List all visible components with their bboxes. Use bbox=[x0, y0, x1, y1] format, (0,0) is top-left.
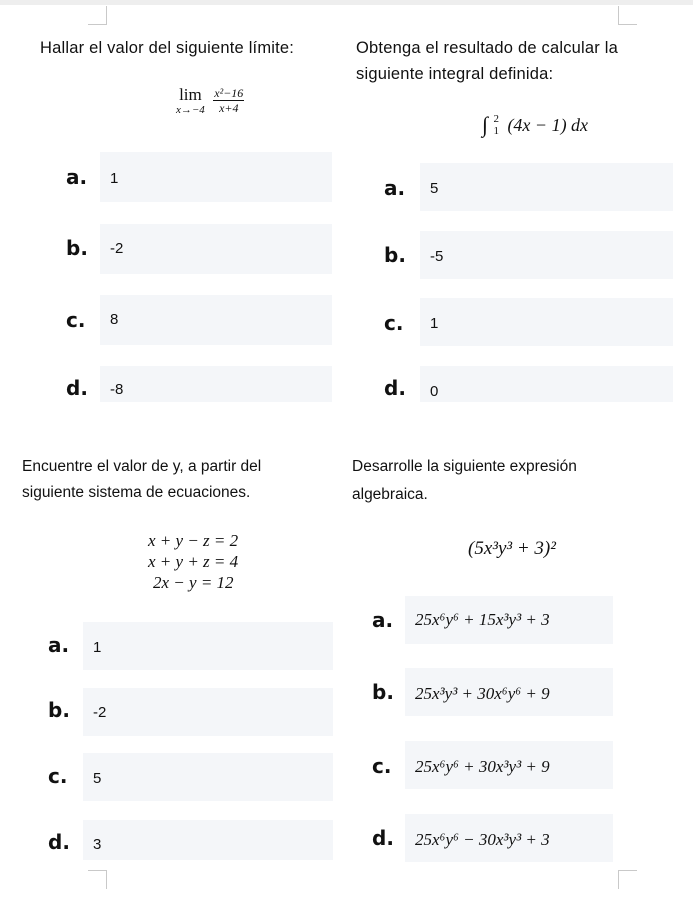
q1-question-text: Hallar el valor del siguiente límite: bbox=[40, 39, 295, 57]
q1-option-b[interactable] bbox=[100, 224, 332, 274]
q1-denominator: x+4 bbox=[219, 101, 239, 115]
q4-question-line1: Desarrolle la siguiente expresión bbox=[352, 458, 577, 475]
q4-option-d-value: 25x⁶y⁶ − 30x³y³ + 3 bbox=[415, 830, 550, 849]
q1-option-a-letter: a. bbox=[66, 165, 88, 189]
q2-option-a-value: 5 bbox=[430, 180, 439, 197]
q4-option-c-value: 25x⁶y⁶ + 30x³y³ + 9 bbox=[415, 757, 550, 776]
q3-question-line2: siguiente sistema de ecuaciones. bbox=[22, 484, 251, 501]
q1-option-c-letter: c. bbox=[66, 308, 86, 332]
q4-expression: (5x³y³ + 3)² bbox=[468, 538, 556, 559]
q1-option-d-letter: d. bbox=[66, 376, 88, 400]
q1-limit-word: lim bbox=[179, 85, 202, 104]
q2-upper-limit: 2 bbox=[493, 113, 499, 125]
q3-option-d-letter: d. bbox=[48, 830, 70, 854]
q4-question-line2: algebraica. bbox=[352, 486, 428, 503]
q1-option-b-letter: b. bbox=[66, 236, 88, 260]
q3-option-b[interactable] bbox=[83, 688, 333, 736]
q4-option-d-letter: d. bbox=[372, 826, 394, 850]
q1-option-c[interactable] bbox=[100, 295, 332, 345]
q2-question-line1: Obtenga el resultado de calcular la bbox=[356, 39, 618, 57]
q1-option-a[interactable] bbox=[100, 152, 332, 202]
crop-mark-top-left bbox=[88, 6, 107, 25]
q3-option-a[interactable] bbox=[83, 622, 333, 670]
q3-equation-2: x + y + z = 4 bbox=[148, 552, 239, 571]
q3-option-b-value: -2 bbox=[93, 704, 107, 721]
q4-option-b[interactable] bbox=[405, 668, 613, 716]
q4-option-c-letter: c. bbox=[372, 754, 392, 778]
q2-option-b[interactable] bbox=[420, 231, 673, 279]
q3-question-line1: Encuentre el valor de y, a partir del bbox=[22, 458, 262, 475]
crop-mark-bottom-left bbox=[88, 870, 107, 889]
q3-option-c[interactable] bbox=[83, 753, 333, 801]
q1-fraction bbox=[213, 87, 244, 115]
q4-option-a[interactable] bbox=[405, 596, 613, 644]
q2-option-a[interactable] bbox=[420, 163, 673, 211]
q4-option-d[interactable] bbox=[405, 814, 613, 862]
q3-option-b-letter: b. bbox=[48, 698, 70, 722]
q2-option-d[interactable] bbox=[420, 366, 673, 402]
q1-option-a-value: 1 bbox=[110, 170, 119, 187]
q1-option-d[interactable] bbox=[100, 366, 332, 402]
q3-option-c-letter: c. bbox=[48, 764, 68, 788]
q3-equation-3: 2x − y = 12 bbox=[153, 573, 234, 592]
q3-option-c-value: 5 bbox=[93, 770, 102, 787]
q2-integral-expression bbox=[482, 110, 588, 144]
q4-option-a-letter: a. bbox=[372, 608, 394, 632]
q2-option-c-value: 1 bbox=[430, 315, 439, 332]
q2-option-a-letter: a. bbox=[384, 176, 406, 200]
q2-option-c-letter: c. bbox=[384, 311, 404, 335]
q2-option-b-value: -5 bbox=[430, 248, 444, 265]
crop-mark-bottom-right bbox=[618, 870, 637, 889]
q3-option-d[interactable] bbox=[83, 820, 333, 860]
q2-option-b-letter: b. bbox=[384, 243, 406, 267]
q4-option-b-letter: b. bbox=[372, 680, 394, 704]
q3-option-a-letter: a. bbox=[48, 633, 70, 657]
q1-option-b-value: -2 bbox=[110, 240, 124, 257]
q1-numerator: x²−16 bbox=[214, 86, 244, 100]
q1-option-d-value: -8 bbox=[110, 381, 124, 398]
q3-equation-system bbox=[148, 530, 288, 593]
q1-option-c-value: 8 bbox=[110, 311, 119, 328]
q1-limit-expression bbox=[176, 86, 244, 116]
q2-integrand: (4x − 1) dx bbox=[507, 115, 589, 135]
q3-option-a-value: 1 bbox=[93, 639, 102, 656]
crop-mark-top-right bbox=[618, 6, 637, 25]
q2-integral-symbol: ∫ bbox=[482, 112, 489, 137]
q2-lower-limit: 1 bbox=[493, 125, 499, 137]
q1-limit-subscript: x→−4 bbox=[176, 104, 205, 116]
q2-question-line2: siguiente integral definida: bbox=[356, 65, 554, 83]
q4-option-c[interactable] bbox=[405, 741, 613, 789]
q3-option-d-value: 3 bbox=[93, 836, 102, 853]
top-bar bbox=[0, 0, 693, 5]
q4-option-b-value: 25x³y³ + 30x⁶y⁶ + 9 bbox=[415, 684, 550, 703]
q4-option-a-value: 25x⁶y⁶ + 15x³y³ + 3 bbox=[415, 610, 550, 629]
q2-option-d-letter: d. bbox=[384, 376, 406, 400]
q3-equation-1: x + y − z = 2 bbox=[148, 531, 239, 550]
q2-option-c[interactable] bbox=[420, 298, 673, 346]
q2-option-d-value: 0 bbox=[430, 383, 439, 400]
